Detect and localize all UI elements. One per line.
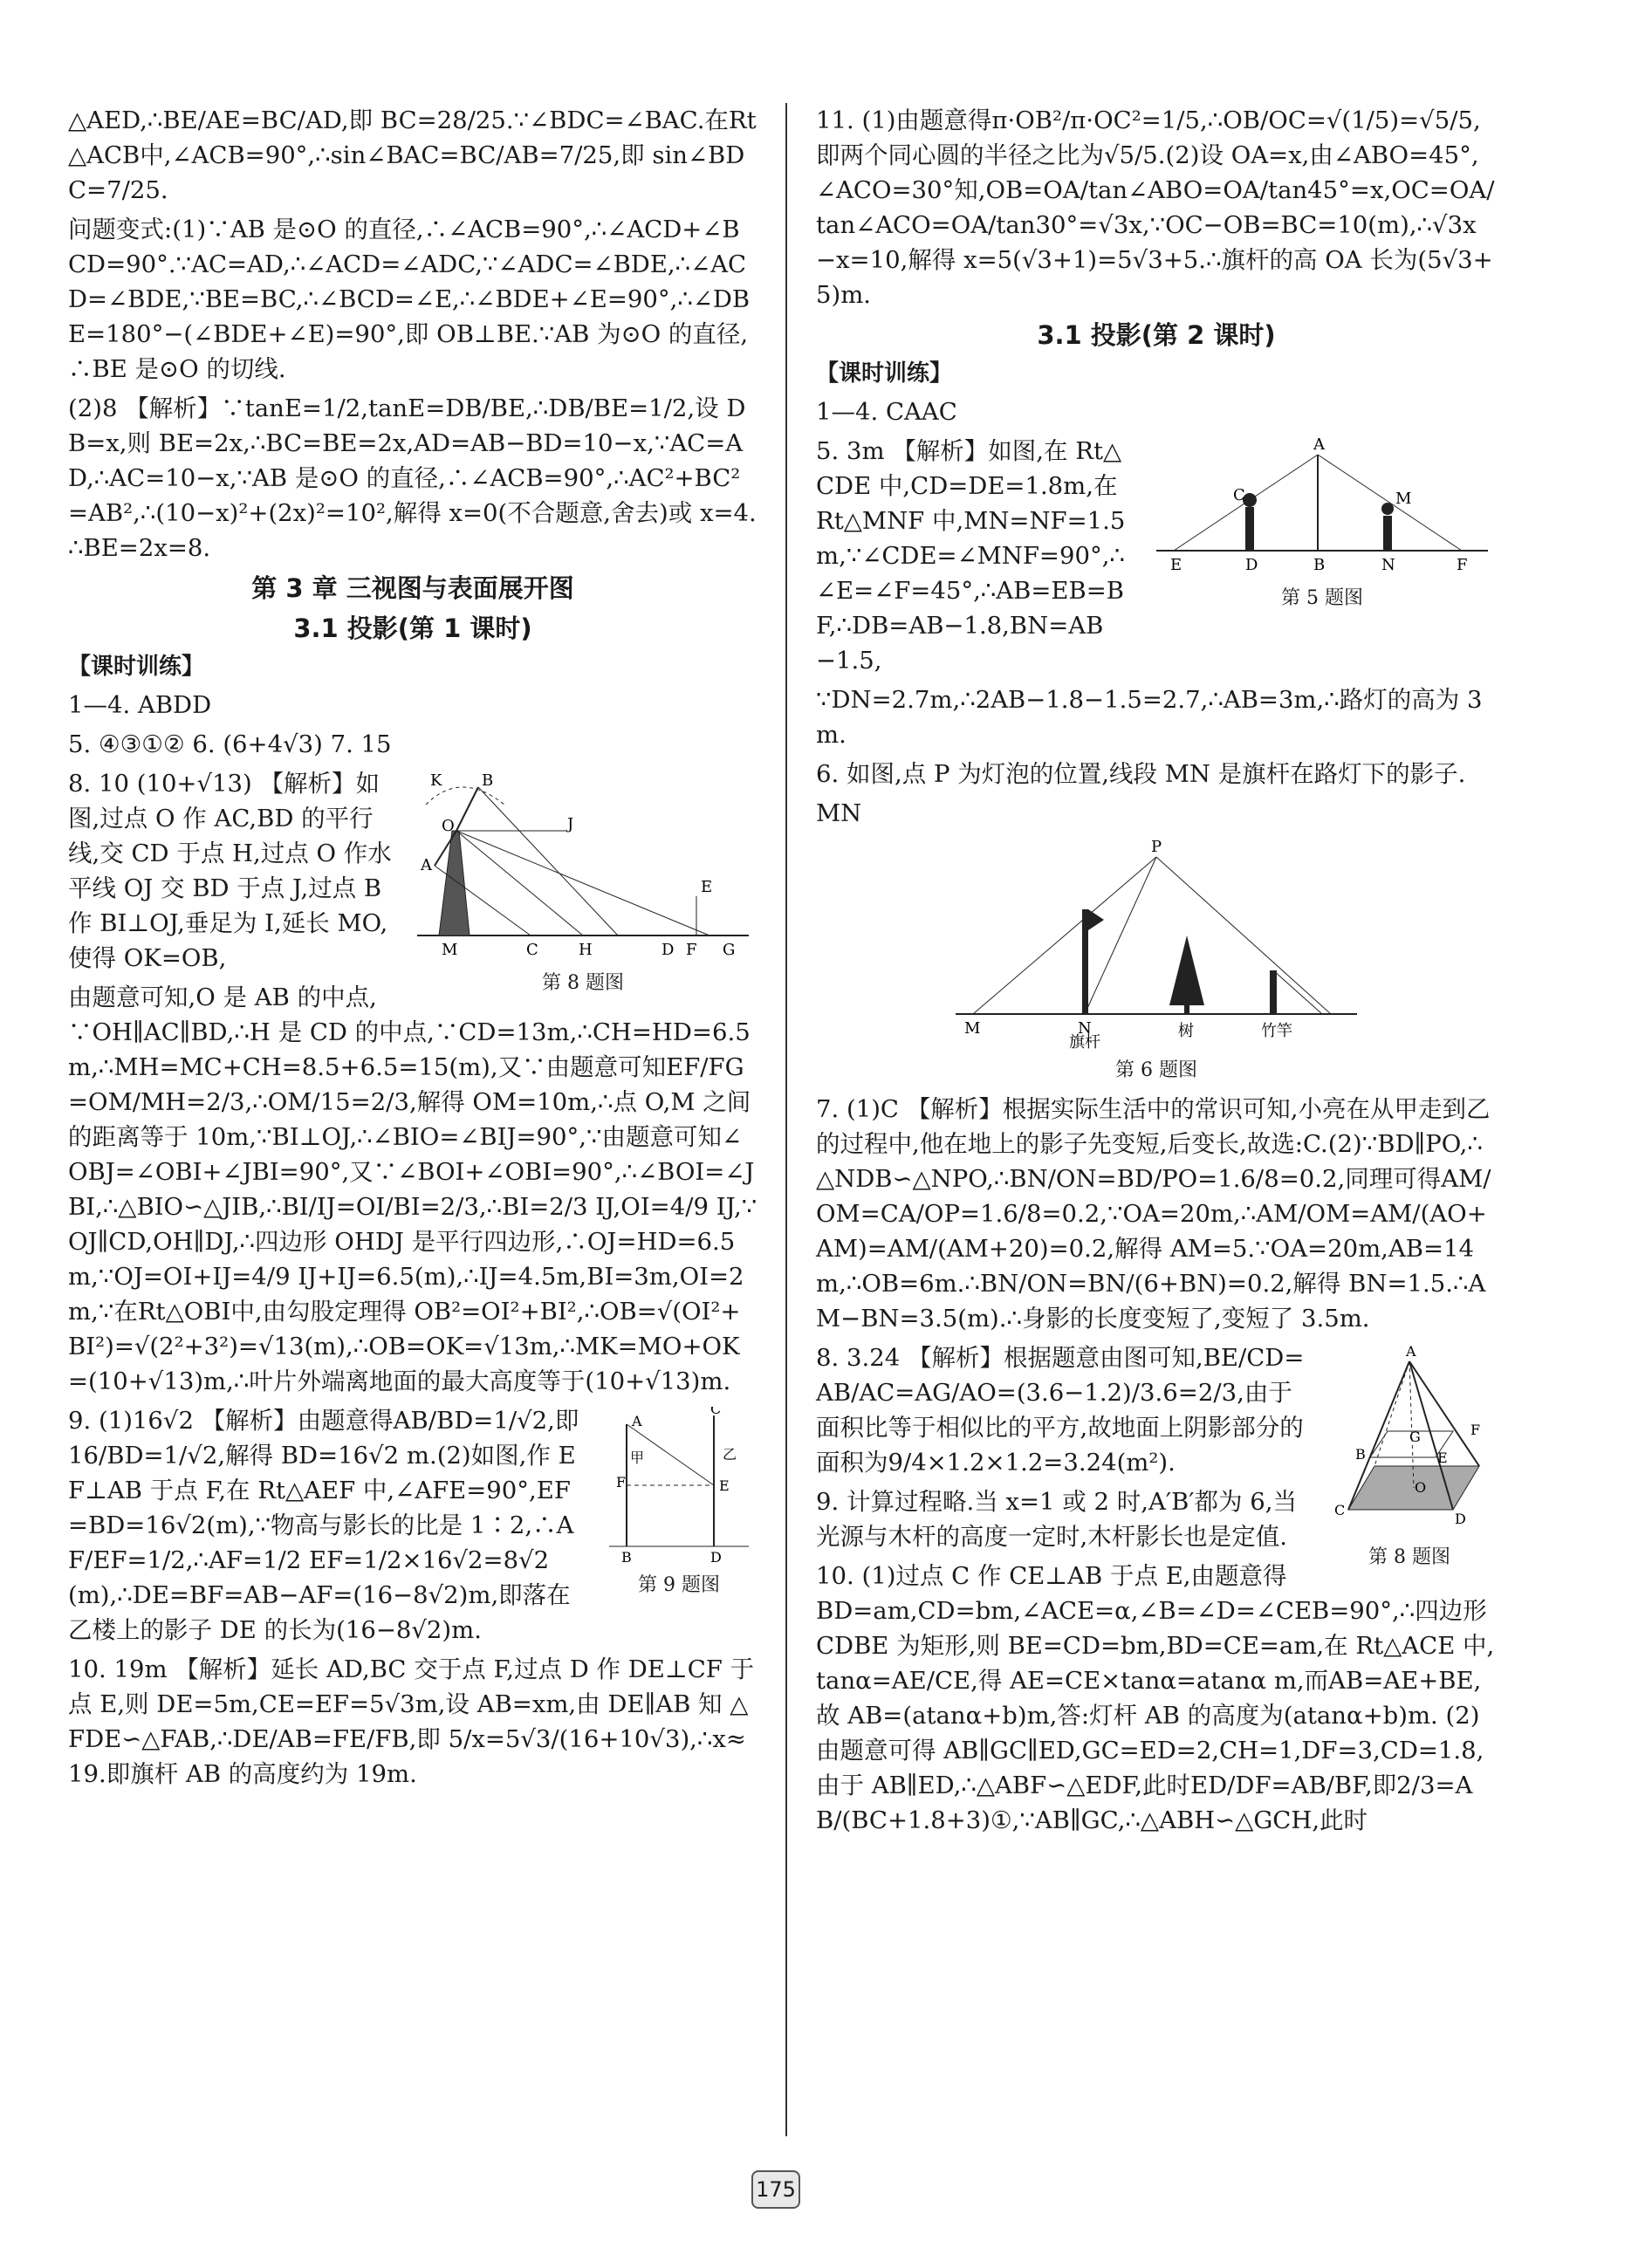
svg-text:F: F <box>1470 1422 1481 1438</box>
svg-text:B: B <box>1355 1446 1366 1463</box>
svg-text:J: J <box>567 815 574 833</box>
question-8-right: 8. 3.24 【解析】根据题意由图可知,BE/CD=AB/AC=AG/AO=(3.6−1.2)/3.6=2/3,由于面积比等于相似比的平方,故地面上阴影部分的面积为9/4×1.2×1.2=3.24(m²). <box>816 1344 1305 1477</box>
svg-text:M: M <box>964 1019 981 1038</box>
figure-9-caption: 第 9 题图 <box>638 1574 720 1596</box>
question-6-mn: MN <box>816 799 862 827</box>
svg-text:甲: 甲 <box>630 1449 645 1466</box>
question-7: 7. (1)C 【解析】根据实际生活中的常识可知,小亮在从甲走到乙的过程中,他在地上的影子先变短,后变长,故选:C.(2)∵BD∥PO,∴△NDB∽△NPO,∴BN/ON=BD/PO=1.6/8=0.2,同理可得AM/OM=CA/OP=1.6/8=0.2,∵OA=20m,∴AM/OM=AM/(AO+AM)=AM/(AM+20)=0.2,解得 AM=5.∵OA=20m,AB=14m,∴OB=6m.∴BN/ON=BN/(6+BN)=0.2,解得 BN=1.5.∴AM−BN=3.5(m).∴身影的长度变短了,变短了 3.5m. <box>816 1095 1491 1333</box>
answer-1-4-right: 1—4. CAAC <box>816 398 957 426</box>
question-8: 8. 10 (10+√13) 【解析】如图,过点 O 作 AC,BD 的平行线,交 CD 于点 H,过点 O 作水平线 OJ 交 BD 于点 J,过点 B 作 BI⊥OJ,垂足为 I,延长 MO,使得 OK=OB, <box>68 770 392 972</box>
question-5-continued: ∵DN=2.7m,∴2AB−1.8−1.5=2.7,∴AB=3m,∴路灯的高为 3m. <box>816 686 1483 749</box>
question-5: 5. 3m 【解析】如图,在 Rt△CDE 中,CD=DE=1.8m,在 Rt△MNF 中,MN=NF=1.5m,∵∠CDE=∠MNF=90°,∴∠E=∠F=45°,∴AB=EB=BF,∴DB=AB−1.8,BN=AB−1.5, <box>816 437 1126 675</box>
left-line-1: △AED,∴BE/AE=BC/AD,即 BC=28/25.∵∠BDC=∠BAC.在Rt△ACB中,∠ACB=90°,∴sin∠BAC=BC/AB=7/25,即 sin∠BDC=7/25. <box>68 106 757 204</box>
figure-5-caption: 第 5 题图 <box>1281 587 1363 609</box>
svg-text:P: P <box>1151 840 1162 856</box>
page-number: 175 <box>751 2170 800 2209</box>
svg-text:G: G <box>723 941 736 959</box>
svg-text:A: A <box>421 856 432 874</box>
lamp-shadow-diagram <box>947 840 1366 1049</box>
svg-text:E: E <box>1437 1449 1448 1466</box>
svg-text:A: A <box>1313 437 1325 454</box>
left-line-2: 问题变式:(1)∵AB 是⊙O 的直径,∴∠ACB=90°,∴∠ACD+∠BCD=90°.∵AC=AD,∴∠ACD=∠ADC,∵∠ADC=∠BDE,∴∠ACD=∠BDE,∵BE=BC,∴∠BCD=∠E,∴∠BDE+∠E=90°,∴∠DBE=180°−(∠BDE+∠E)=90°,即 OB⊥BE.∵AB 为⊙O 的直径,∴BE 是⊙O 的切线. <box>68 216 751 383</box>
question-9-right: 9. 计算过程略.当 x=1 或 2 时,A′B′都为 6,当光源与木杆的高度一定时,木杆影长也是定值. <box>816 1488 1298 1551</box>
section-title-2: 3.1 投影(第 2 课时) <box>1037 320 1276 350</box>
buildings-diagram <box>600 1407 757 1564</box>
svg-text:B: B <box>482 771 494 790</box>
svg-text:K: K <box>430 771 442 790</box>
figure-8-left <box>408 770 757 996</box>
figure-8-right <box>1322 1344 1497 1570</box>
question-9: 9. (1)16√2 【解析】由题意得AB/BD=1/√2,即16/BD=1/√2,解得 BD=16√2 m.(2)如图,作 EF⊥AB 于点 F,在 Rt△AEF 中,∠AFE=90°,EF=BD=16√2(m),∵物高与影长的比是 1∶2,∴AF/EF=1/2,∴AF=1/2 EF=1/2×16√2=8√2(m),∴DE=BF=AB−AF=(16−8√2)m,即落在乙楼上的影子 DE 的长为(16−8√2)m. <box>68 1407 579 1644</box>
svg-text:F: F <box>686 941 697 959</box>
svg-text:B: B <box>1313 556 1326 574</box>
question-6: 6. 如图,点 P 为灯泡的位置,线段 MN 是旗杆在路灯下的影子. <box>816 760 1466 788</box>
right-column <box>816 103 1497 1842</box>
svg-text:F: F <box>1457 556 1468 574</box>
svg-text:F: F <box>616 1474 627 1491</box>
figure-8-left-caption: 第 8 题图 <box>542 972 624 994</box>
svg-text:N: N <box>1078 1019 1092 1038</box>
pyramid-diagram <box>1322 1344 1497 1536</box>
figure-6-tree-label: 树 <box>1178 1022 1194 1040</box>
svg-text:E: E <box>1170 556 1182 574</box>
section-title-1: 3.1 投影(第 1 课时) <box>293 613 532 643</box>
svg-text:N: N <box>1381 556 1395 574</box>
left-line-3: (2)8 【解析】∵tanE=1/2,tanE=DB/BE,∴DB/BE=1/2,设 DB=x,则 BE=2x,∴BC=BE=2x,AD=AB−BD=10−x,∵AC=AD,∴AC=10−x,∵AB 是⊙O 的直径,∴∠ACB=90°,∴AC²+BC²=AB²,∴(10−x)²+(2x)²=10²,解得 x=0(不合题意,舍去)或 x=4.∴BE=2x=8. <box>68 394 757 562</box>
svg-text:C: C <box>526 941 538 959</box>
svg-text:C: C <box>1334 1502 1346 1518</box>
chapter-title: 第 3 章 三视图与表面展开图 <box>251 573 574 603</box>
training-label-1: 【课时训练】 <box>68 654 205 680</box>
svg-text:M: M <box>442 941 458 959</box>
question-10: 10. 19m 【解析】延长 AD,BC 交于点 F,过点 D 作 DE⊥CF 于点 E,则 DE=5m,CE=EF=5√3m,设 AB=xm,由 DE∥AB 知 △FDE∽△FAB,∴DE/AB=FE/FB,即 5/x=5√3/(16+10√3),∴x≈19.即旗杆 AB 的高度约为 19m. <box>68 1655 755 1788</box>
svg-text:C: C <box>1233 486 1245 504</box>
question-10-right: 10. (1)过点 C 作 CE⊥AB 于点 E,由题意得 BD=am,CD=bm,∠ACE=α,∠B=∠D=∠CEB=90°,∴四边形 CDBE 为矩形,则 BE=CD=bm,BD=CE=am,在 Rt△ACE 中,tanα=AE/CE,得 AE=CE×tanα=atanα m,而AB=AE+BE,故 AB=(atanα+b)m,答:灯杆 AB 的高度为(atanα+b)m. (2)由题意可得 AB∥GC∥ED,GC=ED=2,CH=1,DF=3,CD=1.8,由于 AB∥ED,∴△ABF∽△EDF,此时ED/DF=AB/BF,即2/3=AB/(BC+1.8+3)①,∵AB∥GC,∴△ABH∽△GCH,此时 <box>816 1562 1495 1834</box>
svg-text:A: A <box>632 1413 642 1429</box>
svg-text:B: B <box>621 1549 632 1564</box>
svg-text:D: D <box>661 941 675 959</box>
svg-text:O: O <box>442 817 455 835</box>
svg-text:乙: 乙 <box>723 1446 737 1463</box>
figure-8-right-caption: 第 8 题图 <box>1368 1546 1450 1568</box>
svg-text:E: E <box>719 1477 730 1494</box>
svg-text:A: A <box>1406 1344 1416 1360</box>
svg-text:E: E <box>701 878 713 896</box>
figure-6-bamboo-label: 竹竿 <box>1261 1022 1292 1040</box>
answer-5-7: 5. ④③①② 6. (6+4√3) 7. 15 <box>68 730 392 758</box>
column-divider <box>785 103 787 2136</box>
figure-9 <box>600 1407 757 1598</box>
answer-1-4: 1—4. ABDD <box>68 691 212 719</box>
figure-6 <box>947 840 1366 1083</box>
figure-6-caption: 第 6 题图 <box>1115 1059 1197 1081</box>
svg-text:D: D <box>1245 556 1258 574</box>
svg-text:M: M <box>1395 490 1412 508</box>
figure-5 <box>1148 437 1497 611</box>
svg-text:C: C <box>710 1407 722 1417</box>
question-11: 11. (1)由题意得π·OB²/π·OC²=1/5,∴OB/OC=√(1/5)=√5/5,即两个同心圆的半径之比为√5/5.(2)设 OA=x,由∠ABO=45°,∠ACO=30°知,OB=OA/tan∠ABO=OA/tan45°=x,OC=OA/tan∠ACO=OA/tan30°=√3x,∵OC−OB=BC=10(m),∴√3x−x=10,解得 x=5(√3+1)=5√3+5.∴旗杆的高 OA 长为(5√3+5)m. <box>816 106 1495 309</box>
svg-text:O: O <box>1415 1479 1427 1496</box>
training-label-2: 【课时训练】 <box>816 360 953 387</box>
windmill-diagram <box>408 770 757 962</box>
question-8-continued: 由题意可知,O 是 AB 的中点,∵OH∥AC∥BD,∴H 是 CD 的中点,∵CD=13m,∴CH=HD=6.5m,∴MH=MC+CH=8.5+6.5=15(m),又∵由题意可知EF/FG=OM/MH=2/3,∴OM/15=2/3,解得 OM=10m,∴点 O,M 之间的距离等于 10m,∵BI⊥OJ,∴∠BIO=∠BIJ=90°,∵由题意可知∠OBJ=∠OBI+∠JBI=90°,又∵∠BOI+∠OBI=90°,∴∠BOI=∠JBI,∴△BIO∽△JIB,∴BI/IJ=OI/BI=2/3,∴BI=2/3 IJ,OI=4/9 IJ,∵OJ∥CD,OH∥DJ,∴四边形 OHDJ 是平行四边形,∴OJ=HD=6.5m,∵OJ=OI+IJ=4/9 IJ+IJ=6.5(m),∴IJ=4.5m,BI=3m,OI=2m,∵在Rt△OBI中,由勾股定理得 OB²=OI²+BI²,∴OB=√(OI²+BI²)=√(2²+3²)=√13(m),∴OB=OK=√13m,∴MK=MO+OK=(10+√13)m,∴叶片外端离地面的最大高度等于(10+√13)m. <box>68 983 757 1395</box>
svg-text:G: G <box>1409 1429 1421 1445</box>
svg-text:D: D <box>710 1549 722 1564</box>
streetlight-diagram <box>1148 437 1497 577</box>
left-column <box>68 103 757 1796</box>
figure-6-flagpole-label: 旗杆 <box>1069 1033 1100 1049</box>
svg-text:D: D <box>1455 1511 1466 1527</box>
svg-text:H: H <box>579 941 593 959</box>
